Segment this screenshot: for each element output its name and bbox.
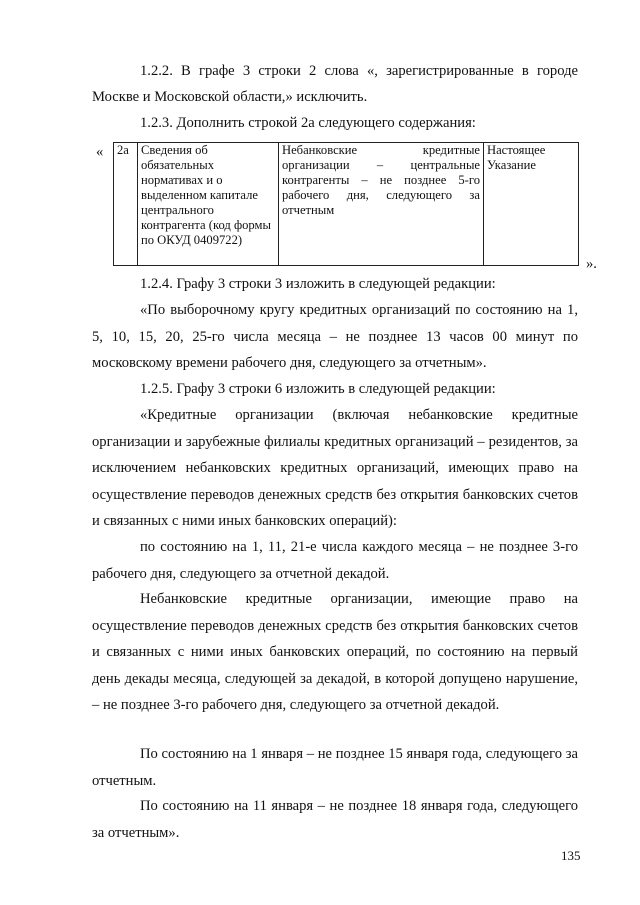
- table-row: [114, 143, 579, 266]
- page-number: 135: [561, 848, 581, 863]
- paragraph-1-2-2-line-2: Москве и Московской области,» исключить.: [92, 89, 368, 105]
- paragraph-1-2-2-line-1: 1.2.2. В графе 3 строки 2 слова «, зарегистрированные в городе: [140, 63, 578, 79]
- quote-paragraph-5: По состоянию на 1 января – не позднее 15 января года, следующего за отчетным.: [92, 746, 578, 789]
- report-name-cell: Сведения об обязательных нормативах и о выделенном капитале центрального контрагента (код формы по ОКУД 0409722): [138, 143, 279, 266]
- quote-paragraph-4: Небанковские кредитные организации, имеющие право на осуществление переводов денежных средств без открытия банковских счетов и связанных с ними иных банковских операций, по состоянию на первый день декады месяца, следующей за декадой, в которой допущено нарушение, – не позднее 3-го рабочего дня, следующего за отчетной декадой.: [92, 591, 578, 713]
- paragraph-1-2-5: 1.2.5. Графу 3 строки 6 изложить в следующей редакции:: [140, 381, 496, 397]
- inserted-row-block: [92, 138, 602, 272]
- basis-cell: Настоящее Указание: [484, 143, 579, 266]
- paragraph-1-2-3: 1.2.3. Дополнить строкой 2а следующего содержания:: [140, 115, 476, 131]
- deadline-cell: Небанковские кредитные организации – центральные контрагенты – не позднее 5-го рабочего дня, следующего за отчетным: [279, 143, 484, 266]
- quote-paragraph-1: «По выборочному кругу кредитных организаций по состоянию на 1, 5, 10, 15, 20, 25-го числа месяца – не позднее 13 часов 00 минут по московскому времени рабочего дня, следующего за отчетным».: [92, 302, 578, 371]
- paragraph-1-2-4: 1.2.4. Графу 3 строки 3 изложить в следующей редакции:: [140, 276, 496, 292]
- opening-quote: «: [96, 144, 104, 160]
- row-number-cell: 2а: [114, 143, 138, 266]
- quote-paragraph-3: по состоянию на 1, 11, 21-е числа каждого месяца – не позднее 3-го рабочего дня, следующего за отчетной декадой.: [92, 539, 578, 582]
- closing-quote: ».: [586, 256, 597, 272]
- quote-paragraph-2: «Кредитные организации (включая небанковские кредитные организации и зарубежные филиалы кредитных организаций – резидентов, за исключением небанковских кредитных организаций, имеющих право на осуществление переводов денежных средств без открытия банковских счетов и связанных с ними иных банковских операций):: [92, 407, 578, 529]
- quote-paragraph-6: По состоянию на 11 января – не позднее 18 января года, следующего за отчетным».: [92, 798, 578, 841]
- inserted-row-table: [113, 142, 579, 266]
